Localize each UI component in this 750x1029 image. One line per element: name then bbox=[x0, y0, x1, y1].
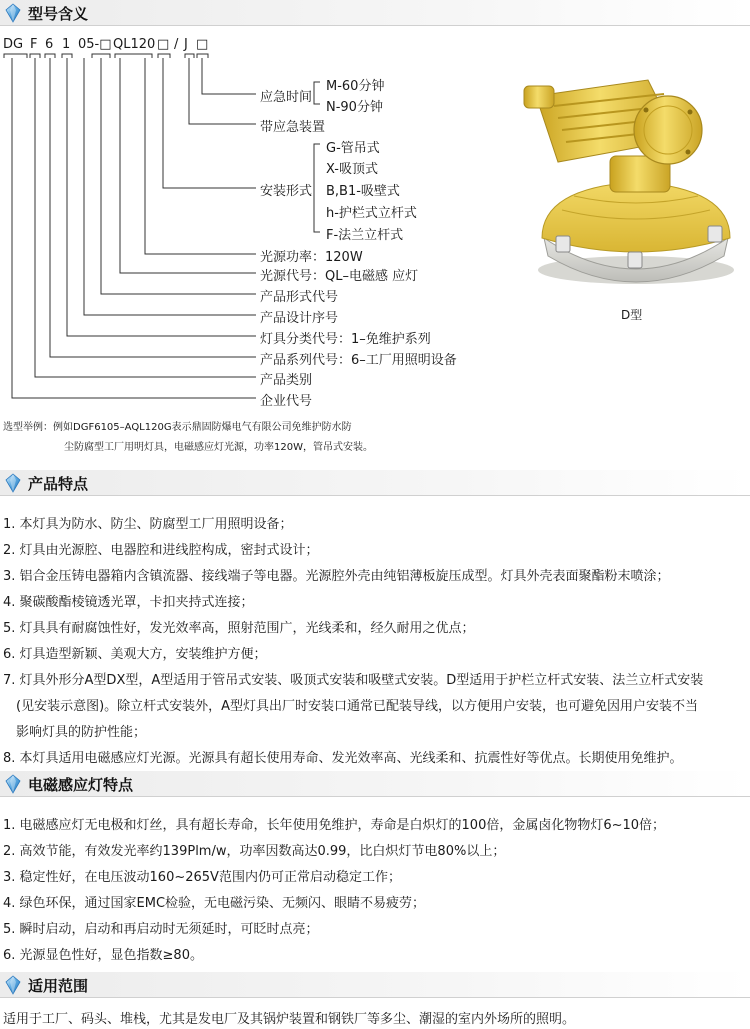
code-part-f: F bbox=[30, 37, 38, 52]
label-classification: 灯具分类代号：1–免维护系列 bbox=[260, 332, 431, 347]
code-part-ql120: QL120 bbox=[113, 37, 156, 52]
code-part-05: 05-□ bbox=[78, 37, 112, 52]
explosion-proof-lamp-icon bbox=[518, 70, 738, 310]
section-title-model: 型号含义 bbox=[28, 5, 89, 23]
induction-item: 4. 绿色环保，通过国家EMC检验，无电磁污染、无频闪、眼睛不易疲劳； bbox=[3, 896, 426, 911]
feature-item: 8. 本灯具适用电磁感应灯光源。光源具有超长使用寿命、发光效率高、光线柔和、抗震性好等优点。长期使用免维护。 bbox=[3, 751, 683, 766]
feature-item: 影响灯具的防护性能； bbox=[16, 725, 147, 740]
example-line-2: 尘防腐型工厂用明灯具，电磁感应灯光源，功率120W，管吊式安装。 bbox=[64, 442, 373, 453]
feature-item: 3. 铝合金压铸电器箱内含镇流器、接线端子等电器。光源腔外壳由纯铝薄板旋压成型。灯具外壳表面聚酯粉末喷涂； bbox=[3, 569, 670, 584]
section-title-induction: 电磁感应灯特点 bbox=[28, 776, 134, 794]
label-emergency-device: 带应急装置 bbox=[260, 120, 326, 135]
code-part-box2: □ bbox=[196, 37, 209, 52]
lamp-caption: D型 bbox=[621, 308, 643, 322]
section-header-induction bbox=[0, 771, 750, 797]
label-x-ceiling: X-吸顶式 bbox=[326, 162, 378, 177]
scope-text: 适用于工厂、码头、堆栈，尤其是发电厂及其锅炉装置和钢铁厂等多尘、潮湿的室内外场所的照明。 bbox=[3, 1012, 576, 1027]
code-part-j: J bbox=[184, 37, 188, 52]
label-category: 产品类别 bbox=[260, 373, 313, 388]
induction-item: 2. 高效节能，有效发光率约139Plm/w，功率因数高达0.99，比白炽灯节电80%以上； bbox=[3, 844, 506, 859]
label-power: 光源功率：120W bbox=[260, 250, 363, 265]
feature-item: 1. 本灯具为防水、防尘、防腐型工厂用照明设备； bbox=[3, 517, 293, 532]
label-company: 企业代号 bbox=[260, 394, 313, 409]
diamond-icon bbox=[5, 975, 21, 995]
label-m60: M-60分钟 bbox=[326, 79, 385, 94]
induction-item: 6. 光源显色性好，显色指数≥80。 bbox=[3, 948, 203, 963]
section-title-scope: 适用范围 bbox=[28, 977, 89, 995]
diamond-icon bbox=[5, 774, 21, 794]
feature-item: 6. 灯具造型新颖、美观大方，安装维护方便； bbox=[3, 647, 267, 662]
label-n90: N-90分钟 bbox=[326, 100, 383, 115]
label-series: 产品系列代号：6–工厂用照明设备 bbox=[260, 353, 457, 368]
section-header-scope bbox=[0, 972, 750, 998]
feature-item: (见安装示意图)。除立杆式安装外，A型灯具出厂时安装口通常已配装导线，以方便用户安装，也可避免因用户安装不当 bbox=[16, 699, 699, 714]
label-g-pipe: G-管吊式 bbox=[326, 141, 380, 156]
induction-item: 1. 电磁感应灯无电极和灯丝，具有超长寿命，长年使用免维护，寿命是白炽灯的100倍，金属卤化物物灯6~10倍； bbox=[3, 818, 666, 833]
induction-item: 5. 瞬时启动，启动和再启动时无须延时，可眨时点亮； bbox=[3, 922, 319, 937]
section-header-features bbox=[0, 470, 750, 496]
label-f-flange: F-法兰立杆式 bbox=[326, 228, 404, 243]
feature-item: 5. 灯具具有耐腐蚀性好，发光效率高，照射范围广，光线柔和，经久耐用之优点； bbox=[3, 621, 475, 636]
label-design-seq: 产品设计序号 bbox=[260, 311, 339, 326]
label-source-code: 光源代号：QL–电磁感 应灯 bbox=[260, 269, 419, 284]
feature-item: 7. 灯具外形分A型DX型，A型适用于管吊式安装、吸顶式安装和吸壁式安装。D型适用于护栏立杆式安装、法兰立杆式安装 bbox=[3, 673, 704, 688]
label-b-wall: B,B1-吸壁式 bbox=[326, 184, 400, 199]
section-title-features: 产品特点 bbox=[28, 475, 89, 493]
code-part-slash: / bbox=[174, 37, 179, 52]
induction-item: 3. 稳定性好，在电压波动160~265V范围内仍可正常启动稳定工作； bbox=[3, 870, 401, 885]
code-part-box1: □ bbox=[157, 37, 170, 52]
diamond-icon bbox=[5, 473, 21, 493]
label-h-rail: h-护栏式立杆式 bbox=[326, 206, 417, 221]
example-line-1: 选型举例：例如DGF6105–AQL120G表示鼎固防爆电气有限公司免维护防水防 bbox=[3, 422, 352, 433]
label-product-form: 产品形式代号 bbox=[260, 290, 339, 305]
code-part-6: 6 bbox=[45, 37, 54, 52]
code-part-dg: DG bbox=[3, 37, 24, 52]
code-part-1: 1 bbox=[62, 37, 71, 52]
label-emergency-time: 应急时间 bbox=[260, 90, 313, 105]
feature-item: 4. 聚碳酸酯棱镜透光罩，卡扣夹持式连接； bbox=[3, 595, 254, 610]
feature-item: 2. 灯具由光源腔、电器腔和进线腔构成，密封式设计； bbox=[3, 543, 319, 558]
label-install-form: 安装形式 bbox=[260, 184, 313, 199]
